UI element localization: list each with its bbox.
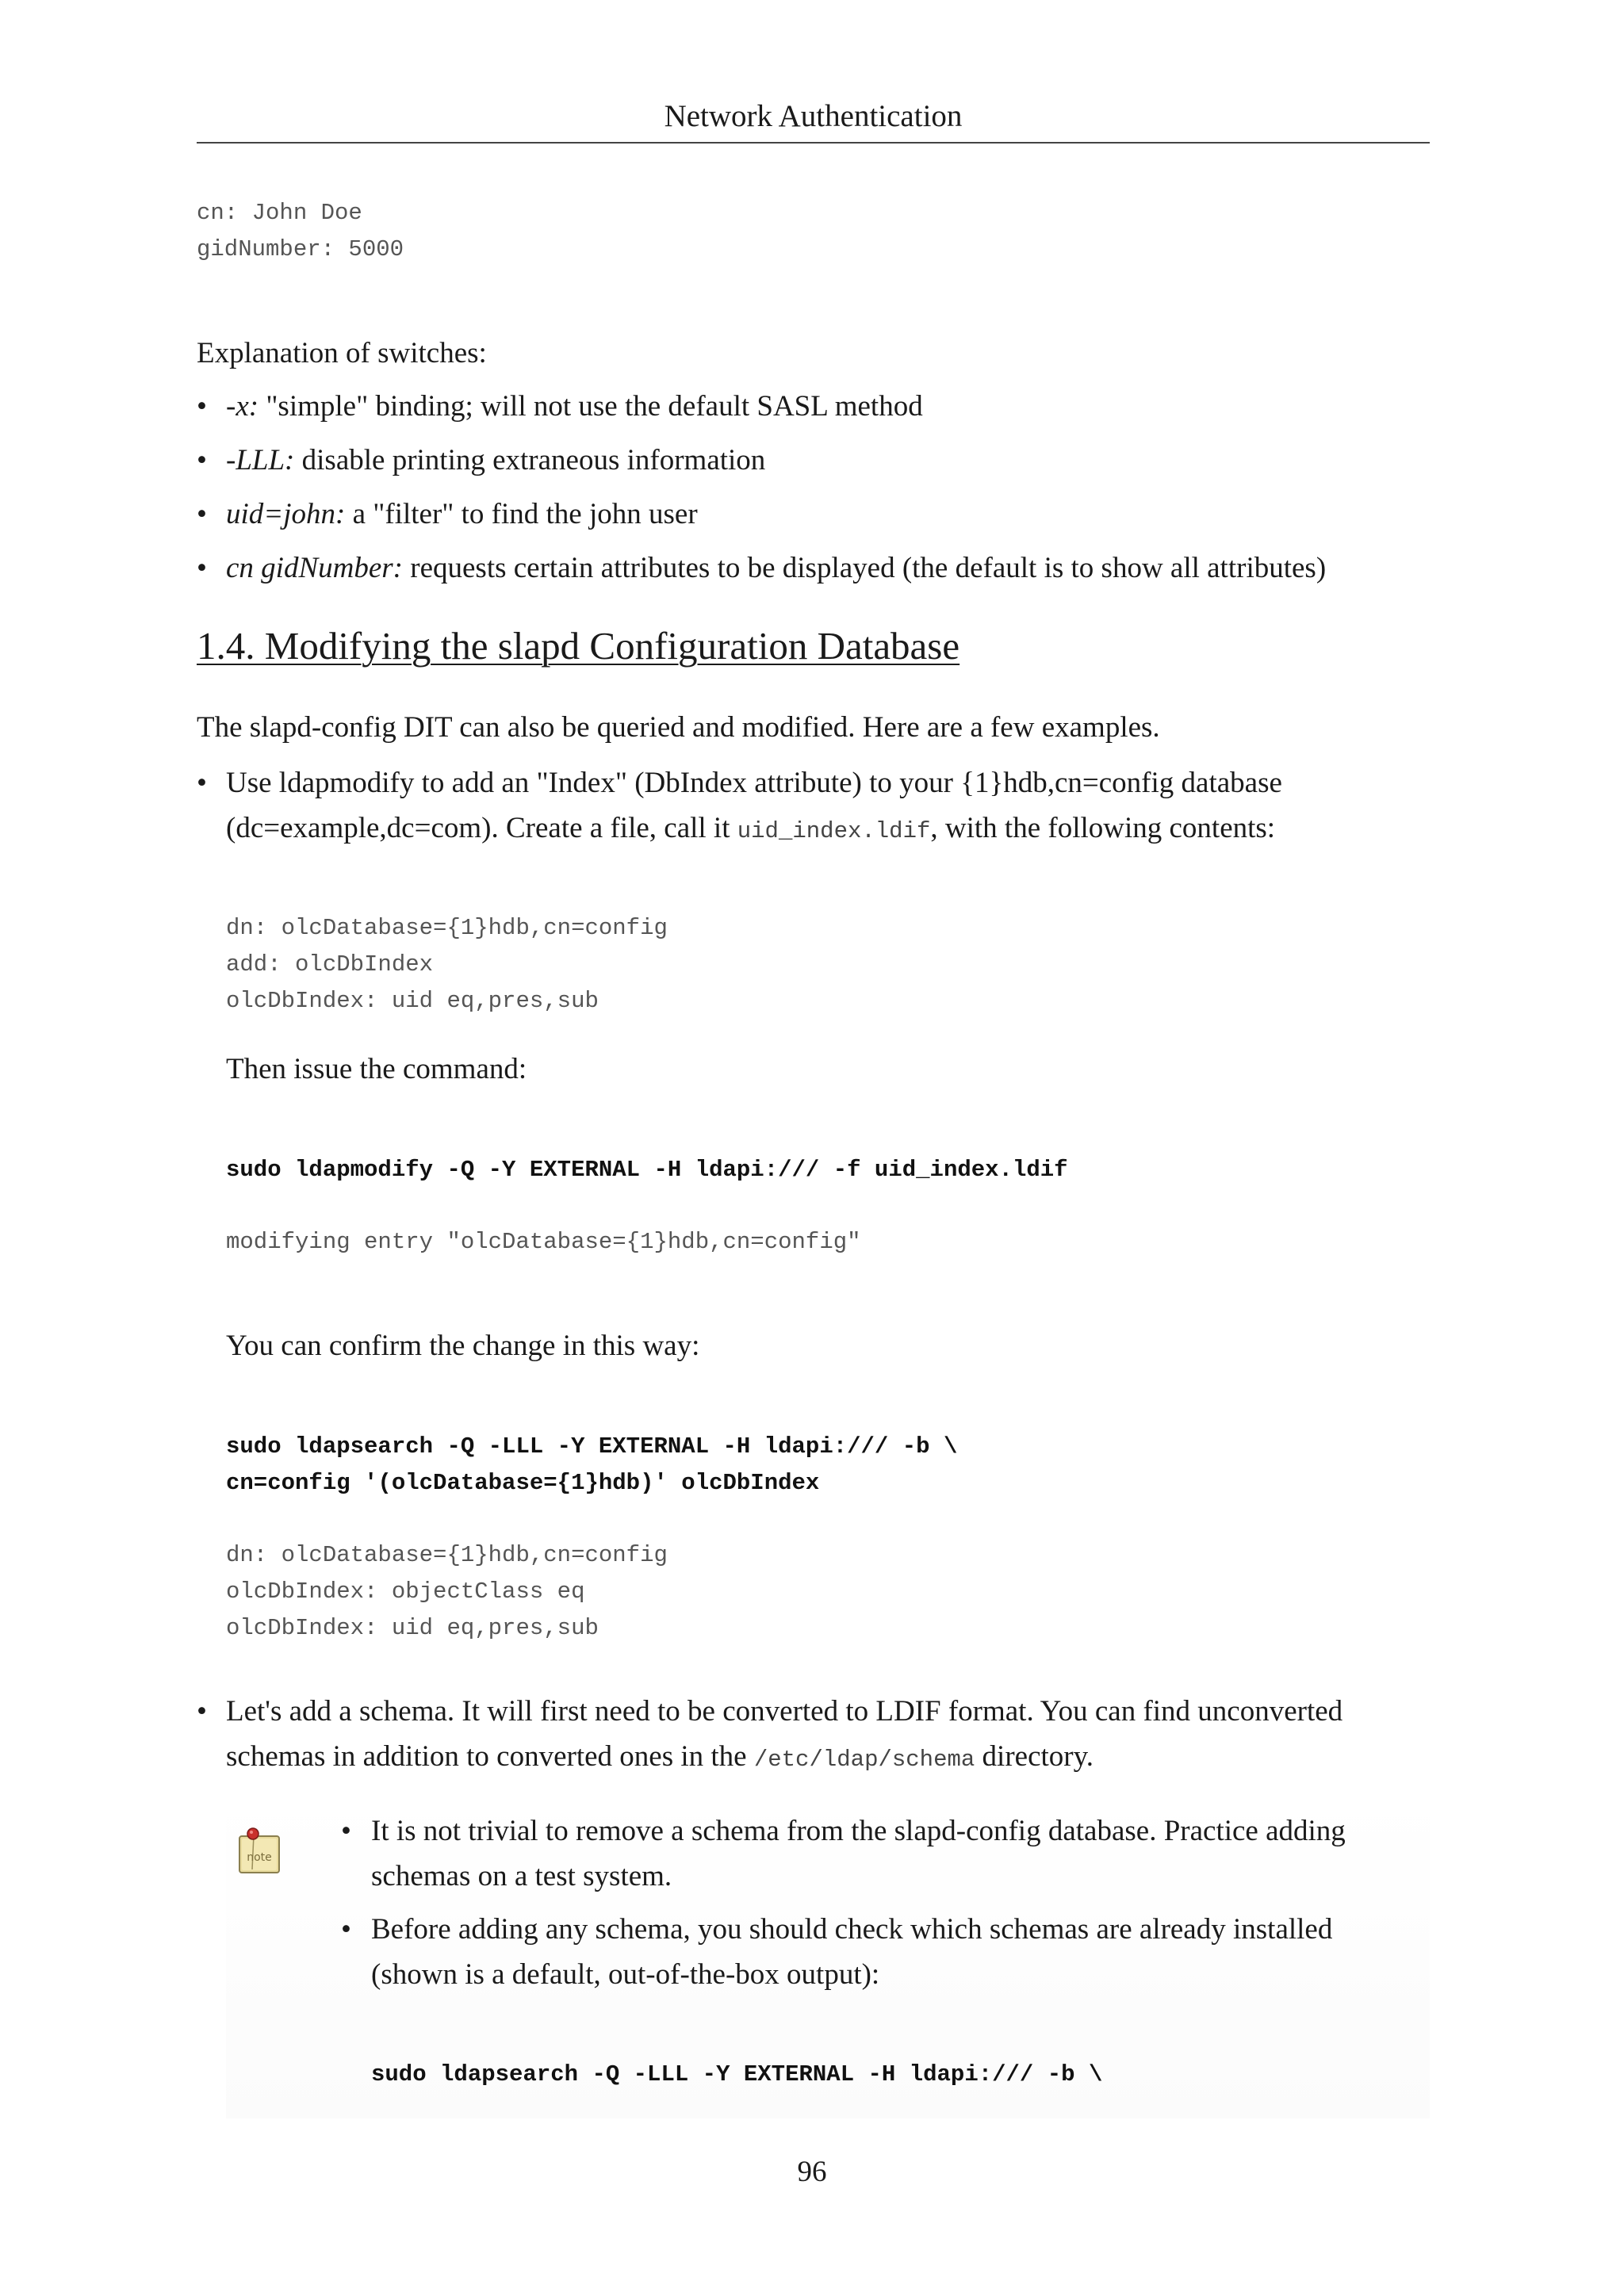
command-output: modifying entry "olcDatabase={1}hdb,cn=config"	[226, 1229, 861, 1255]
bullet-icon: •	[341, 1815, 351, 1847]
item1-line2: (dc=example,dc=com). Create a file, call it uid_index.ldif, with the following contents:	[226, 812, 1276, 844]
running-header: Network Authentication	[664, 99, 963, 133]
switch-desc: a "filter" to find the john user	[345, 498, 698, 530]
switches-list	[197, 384, 1434, 599]
section-title[interactable]: 1.4. Modifying the slapd Configuration Database	[197, 624, 960, 668]
bullet-icon: •	[197, 767, 207, 799]
code-line: olcDbIndex: uid eq,pres,sub	[226, 1615, 599, 1641]
code-line: cn=config '(olcDatabase={1}hdb)' olcDbIndex	[226, 1470, 820, 1496]
switch-term: -LLL:	[226, 444, 295, 476]
note-icon	[235, 1823, 285, 1879]
bullet-icon: •	[197, 552, 207, 584]
ldapsearch-command	[226, 1429, 957, 1502]
filename-code: uid_index.ldif	[737, 818, 931, 844]
page-number: 96	[797, 2156, 827, 2188]
section-intro: The slapd-config DIT can also be queried and modified. Here are a few examples.	[197, 711, 1160, 744]
list-item	[197, 492, 1434, 545]
top-code-block	[197, 195, 404, 268]
note-item-line: schemas on a test system.	[371, 1860, 672, 1892]
code-line: dn: olcDatabase={1}hdb,cn=config	[226, 915, 668, 941]
list-item	[197, 438, 1434, 492]
switch-desc: requests certain attributes to be displayed (the default is to show all attributes)	[403, 552, 1327, 584]
note-command: sudo ldapsearch -Q -LLL -Y EXTERNAL -H ldapi:/// -b \	[371, 2061, 1103, 2087]
bullet-icon: •	[197, 1695, 207, 1728]
path-code: /etc/ldap/schema	[753, 1747, 975, 1773]
bullet-icon: •	[197, 444, 207, 476]
confirm-text: You can confirm the change in this way:	[226, 1330, 700, 1362]
item1-line1: Use ldapmodify to add an "Index" (DbIndex attribute) to your {1}hdb,cn=config database	[226, 767, 1282, 799]
code-line: add: olcDbIndex	[226, 951, 434, 978]
ldif-code-block	[226, 910, 668, 1020]
code-line: cn: John Doe	[197, 200, 362, 226]
code-line: olcDbIndex: objectClass eq	[226, 1578, 585, 1605]
list-item	[197, 384, 1434, 438]
code-line: sudo ldapsearch -Q -LLL -Y EXTERNAL -H ldapi:/// -b \	[226, 1433, 958, 1460]
header-rule	[197, 142, 1430, 144]
bullet-icon: •	[197, 390, 207, 423]
note-item-line: (shown is a default, out-of-the-box output):	[371, 1958, 880, 1991]
switch-term: cn gidNumber:	[226, 552, 403, 584]
list-item	[197, 545, 1434, 599]
bullet-icon: •	[197, 498, 207, 530]
switches-intro: Explanation of switches:	[197, 337, 487, 369]
then-text: Then issue the command:	[226, 1053, 527, 1085]
svg-text:note: note	[247, 1851, 272, 1864]
ldapmodify-command: sudo ldapmodify -Q -Y EXTERNAL -H ldapi:/// -f uid_index.ldif	[226, 1157, 1068, 1183]
note-item-line: Before adding any schema, you should check which schemas are already installed	[371, 1913, 1333, 1946]
code-line: olcDbIndex: uid eq,pres,sub	[226, 988, 599, 1014]
switch-desc: disable printing extraneous information	[294, 444, 766, 476]
item2-line1: Let's add a schema. It will first need to be converted to LDIF format. You can find unconverted	[226, 1695, 1343, 1728]
bullet-icon: •	[341, 1913, 351, 1946]
note-item-line: It is not trivial to remove a schema from the slapd-config database. Practice adding	[371, 1815, 1346, 1847]
code-line: dn: olcDatabase={1}hdb,cn=config	[226, 1542, 668, 1568]
search-output	[226, 1537, 668, 1647]
switch-term: uid=john:	[226, 498, 346, 530]
code-line: gidNumber: 5000	[197, 236, 404, 262]
item2-line2: schemas in addition to converted ones in the /etc/ldap/schema directory.	[226, 1740, 1094, 1773]
switch-term: -x:	[226, 390, 259, 423]
switch-desc: "simple" binding; will not use the default SASL method	[259, 390, 923, 423]
